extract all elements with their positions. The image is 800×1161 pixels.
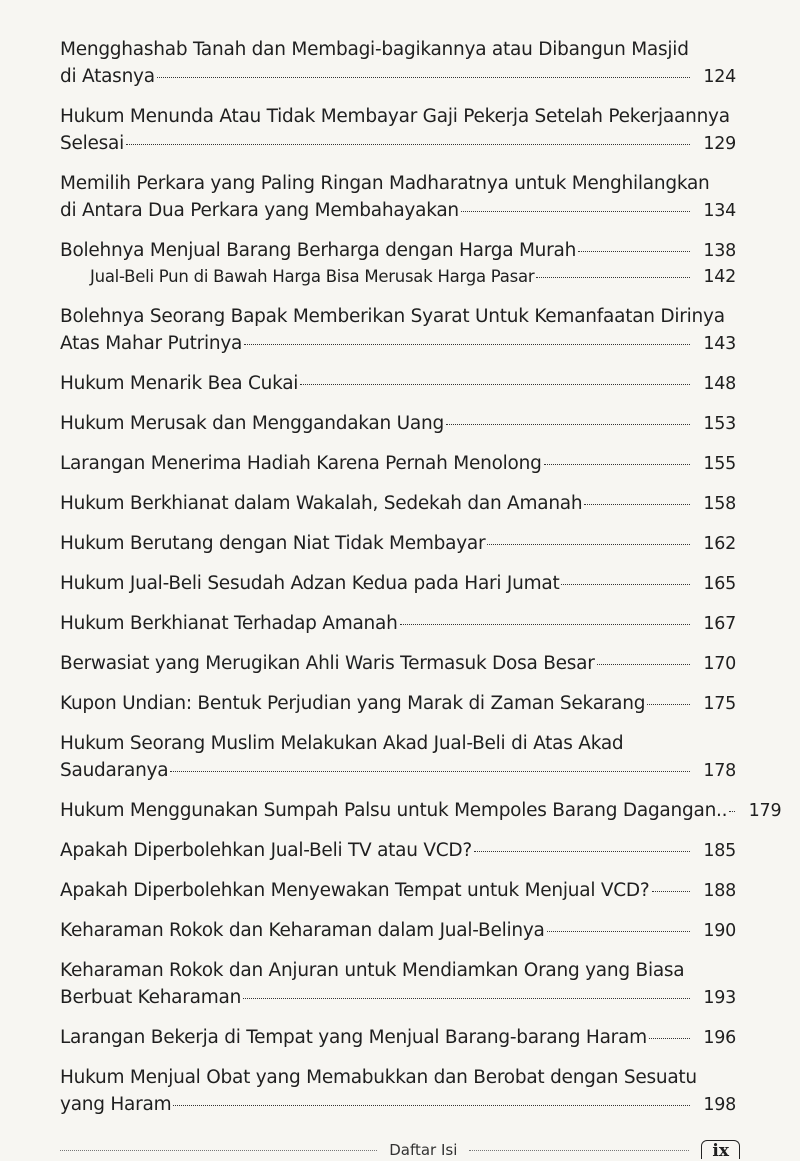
dot-leader (729, 811, 735, 812)
toc-entry-title-line: Larangan Bekerja di Tempat yang Menjual Barang-barang Haram (60, 1027, 647, 1048)
dot-leader (244, 344, 690, 345)
dot-leader (243, 998, 690, 999)
toc-entry-row (60, 370, 736, 398)
toc-entry-title-line: Saudaranya (60, 760, 169, 781)
toc-entry[interactable] (60, 610, 736, 638)
toc-entry[interactable] (60, 370, 736, 398)
toc-page-number: 138 (703, 241, 736, 261)
toc-entry[interactable] (60, 490, 736, 518)
toc-page-number: 148 (703, 374, 736, 394)
toc-page-number: 129 (703, 134, 736, 154)
dot-leader (474, 851, 690, 852)
toc-entry[interactable] (60, 1064, 736, 1119)
toc-page-number: 175 (703, 694, 736, 714)
toc-page-number: 134 (703, 201, 736, 221)
toc-entry-row (60, 130, 736, 158)
toc-entry-row (60, 797, 782, 825)
toc-entry-title-line: Mengghashab Tanah dan Membagi-bagikannya atau Dibangun Masjid (60, 39, 689, 60)
dot-leader (578, 251, 690, 252)
dot-leader (584, 504, 690, 505)
toc-subentry[interactable] (60, 263, 736, 291)
toc-page-number: 143 (703, 334, 736, 354)
toc-entry-title-line: di Atasnya (60, 66, 155, 87)
toc-entry-row (60, 530, 736, 558)
toc-entry[interactable] (60, 917, 736, 945)
toc-entry-title-line: Hukum Berkhianat Terhadap Amanah (60, 613, 398, 634)
toc-entry-title-line: Hukum Berutang dengan Niat Tidak Membayar (60, 533, 486, 554)
toc-entry-title-line: Atas Mahar Putrinya (60, 333, 243, 354)
toc-entry-title-line: Bolehnya Menjual Barang Berharga dengan Harga Murah (60, 240, 577, 261)
dot-leader (170, 771, 690, 772)
toc-entry[interactable] (60, 837, 736, 865)
toc-page-number: 179 (748, 801, 782, 821)
toc-entry-row (60, 877, 736, 905)
toc-page-number: 178 (703, 761, 736, 781)
toc-entry[interactable] (60, 530, 736, 558)
dot-leader (649, 1038, 690, 1039)
toc-entry-row (60, 650, 736, 678)
toc-page-number: 158 (703, 494, 736, 514)
toc-entry-title-line: Jual-Beli Pun di Bawah Harga Bisa Merusak Harga Pasar (90, 267, 535, 286)
toc-entry-title-line: Apakah Diperbolehkan Menyewakan Tempat untuk Menjual VCD? (60, 880, 650, 901)
toc-page-number: 155 (703, 454, 736, 474)
toc-entry[interactable] (60, 303, 736, 358)
dot-leader (157, 77, 690, 78)
toc-entry[interactable] (60, 730, 736, 785)
dot-leader (173, 1105, 690, 1106)
toc-entry[interactable] (60, 877, 736, 905)
toc-entry-title-line: Hukum Menunda Atau Tidak Membayar Gaji Pekerja Setelah Pekerjaannya (60, 106, 730, 127)
toc-entry-row (60, 984, 736, 1012)
toc-entry-row (60, 570, 736, 598)
table-of-contents (60, 36, 782, 1131)
toc-page-number: 190 (703, 921, 736, 941)
page-number: ix (701, 1140, 740, 1159)
toc-entry-title-line: Hukum Menjual Obat yang Memabukkan dan Berobat dengan Sesuatu (60, 1067, 697, 1088)
toc-entry-title-line: yang Haram (60, 1094, 172, 1115)
toc-page-number: 167 (703, 614, 736, 634)
toc-page-number: 185 (703, 841, 736, 861)
footer-label: Daftar Isi (389, 1141, 458, 1159)
toc-entry-row (60, 757, 736, 785)
toc-entry-title-line: Selesai (60, 133, 125, 154)
toc-entry[interactable] (60, 957, 736, 1012)
toc-entry-row (60, 450, 736, 478)
toc-page-number: 142 (703, 267, 736, 287)
toc-entry-row (60, 63, 736, 91)
footer-rule (60, 1150, 377, 1151)
dot-leader (126, 144, 690, 145)
toc-entry-title-line: Apakah Diperbolehkan Jual-Beli TV atau VCD? (60, 840, 472, 861)
toc-entry[interactable] (60, 1024, 736, 1052)
toc-entry-title-line: Kupon Undian: Bentuk Perjudian yang Marak di Zaman Sekarang (60, 693, 646, 714)
dot-leader (544, 464, 690, 465)
toc-entry[interactable] (60, 237, 736, 265)
toc-entry-title-line: Hukum Menggunakan Sumpah Palsu untuk Mempoles Barang Dagangan.. (60, 800, 728, 821)
toc-page-number: 196 (703, 1028, 736, 1048)
toc-entry-row (60, 490, 736, 518)
toc-entry-title-line: Memilih Perkara yang Paling Ringan Madharatnya untuk Menghilangkan (60, 173, 710, 194)
toc-entry-row (60, 837, 736, 865)
toc-entry-row (60, 197, 736, 225)
toc-entry-title-line: Larangan Menerima Hadiah Karena Pernah Menolong (60, 453, 542, 474)
toc-page-number: 162 (703, 534, 736, 554)
toc-entry[interactable] (60, 797, 782, 825)
toc-entry-title-line: Berwasiat yang Merugikan Ahli Waris Termasuk Dosa Besar (60, 653, 595, 674)
toc-entry-title-line: Berbuat Keharaman (60, 987, 242, 1008)
dot-leader (487, 544, 690, 545)
toc-entry-title-line: Hukum Seorang Muslim Melakukan Akad Jual-Beli di Atas Akad (60, 733, 624, 754)
toc-entry-row (60, 330, 736, 358)
toc-entry-title-line: di Antara Dua Perkara yang Membahayakan (60, 200, 459, 221)
dot-leader (652, 891, 691, 892)
toc-entry-title-line: Hukum Jual-Beli Sesudah Adzan Kedua pada Hari Jumat (60, 573, 560, 594)
footer-rule (469, 1150, 689, 1151)
toc-entry[interactable] (60, 170, 736, 225)
dot-leader (547, 931, 690, 932)
toc-entry-title-line: Keharaman Rokok dan Anjuran untuk Mendiamkan Orang yang Biasa (60, 960, 685, 981)
toc-page-number: 170 (703, 654, 736, 674)
page-footer (60, 1140, 740, 1159)
toc-page-number: 124 (703, 67, 736, 87)
dot-leader (561, 584, 690, 585)
toc-entry-row (60, 690, 736, 718)
dot-leader (400, 624, 690, 625)
toc-page-number: 193 (703, 988, 736, 1008)
toc-entry-title-line: Hukum Merusak dan Menggandakan Uang (60, 413, 444, 434)
toc-entry-row (60, 410, 736, 438)
toc-entry-row (60, 610, 736, 638)
dot-leader (446, 424, 690, 425)
dot-leader (461, 211, 690, 212)
toc-page-number: 198 (703, 1095, 736, 1115)
toc-entry[interactable] (60, 103, 736, 158)
toc-entry-row (60, 237, 736, 265)
toc-entry-title-line: Bolehnya Seorang Bapak Memberikan Syarat Untuk Kemanfaatan Dirinya (60, 306, 725, 327)
toc-entry[interactable] (60, 570, 736, 598)
toc-entry[interactable] (60, 690, 736, 718)
dot-leader (536, 277, 690, 278)
toc-entry[interactable] (60, 36, 736, 91)
toc-entry-row (60, 917, 736, 945)
dot-leader (300, 384, 690, 385)
toc-entry-title-line: Keharaman Rokok dan Keharaman dalam Jual-Belinya (60, 920, 545, 941)
toc-entry-title-line: Hukum Menarik Bea Cukai (60, 373, 299, 394)
toc-page-number: 153 (703, 414, 736, 434)
toc-page-number: 188 (703, 881, 736, 901)
dot-leader (597, 664, 690, 665)
toc-entry-row (60, 1091, 736, 1119)
toc-entry-row (60, 1024, 736, 1052)
toc-entry[interactable] (60, 450, 736, 478)
toc-page-number: 165 (703, 574, 736, 594)
dot-leader (647, 704, 690, 705)
toc-entry-row (90, 263, 736, 291)
toc-entry[interactable] (60, 410, 736, 438)
toc-entry[interactable] (60, 650, 736, 678)
toc-entry-title-line: Hukum Berkhianat dalam Wakalah, Sedekah dan Amanah (60, 493, 583, 514)
